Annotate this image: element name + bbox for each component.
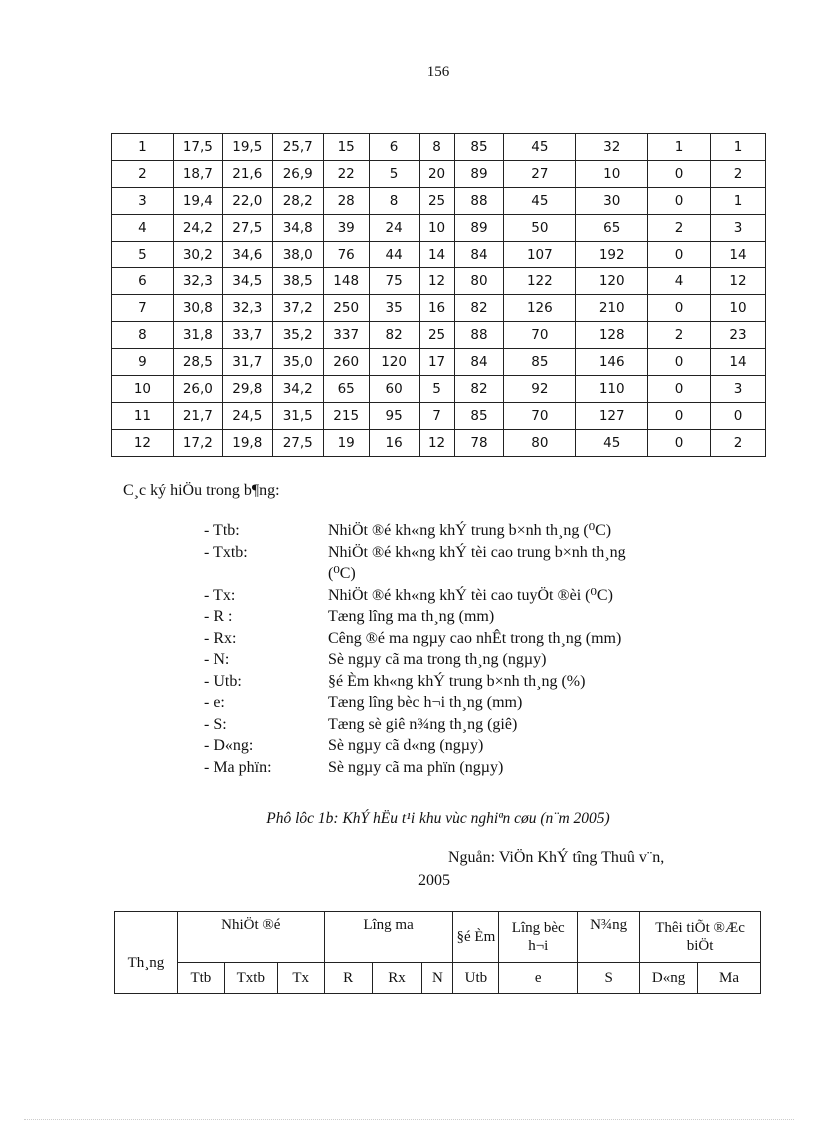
legend-desc: NhiÖt ®é kh«ng khÝ tèi cao tuyÖt ®èi (⁰C) [328,586,613,604]
table-cell: 65 [576,214,648,241]
legend-list [204,520,724,778]
table-cell: 34,2 [272,376,323,403]
table-cell: 1 [711,187,766,214]
table-cell: 27,5 [272,429,323,456]
table-cell: 215 [323,402,369,429]
table-cell: 89 [454,160,504,187]
table-cell: 9 [112,349,174,376]
table-cell: 37,2 [272,295,323,322]
appendix-caption: Phô lôc 1b: KhÝ hËu t¹i khu vùc nghiªn cøu (n¨m 2005) [266,810,610,827]
table-cell: 39 [323,214,369,241]
table-cell: 12 [419,429,454,456]
table-cell: 30,2 [173,241,222,268]
table-cell: 0 [648,376,711,403]
rainfall-header: Lîng ma [324,912,453,963]
table-cell: 25 [419,187,454,214]
table-cell: 75 [369,268,419,295]
month-header: Th¸ng [115,912,178,994]
source-line-1: Nguån: ViÖn KhÝ tîng Thuû v¨n, [448,849,665,866]
table-cell: 95 [369,402,419,429]
legend-item [204,692,724,714]
table-cell: 70 [504,322,576,349]
table-cell: 85 [454,134,504,161]
table-cell: 82 [454,295,504,322]
table-cell: 107 [504,241,576,268]
table-row [112,160,766,187]
table-cell: 24 [369,214,419,241]
table-cell: 122 [504,268,576,295]
table-cell: 10 [112,376,174,403]
table-cell: 15 [323,134,369,161]
table-cell: 0 [648,160,711,187]
dong-header: D«ng [640,963,698,994]
table-cell: 31,8 [173,322,222,349]
climate-data-table [111,133,766,457]
table-cell: 38,0 [272,241,323,268]
table-cell: 2 [648,322,711,349]
table-cell: 21,6 [222,160,272,187]
table-cell: 34,8 [272,214,323,241]
table-cell: 10 [419,214,454,241]
temperature-header: NhiÖt ®é [177,912,324,963]
table-cell: 110 [576,376,648,403]
legend-abbr: - Txtb: [204,543,248,561]
table-cell: 17 [419,349,454,376]
table-cell: 88 [454,187,504,214]
table-cell: 65 [323,376,369,403]
legend-abbr [204,563,328,585]
table-cell: 31,7 [222,349,272,376]
table-cell: 45 [504,134,576,161]
table-cell: 250 [323,295,369,322]
table-cell: 12 [112,429,174,456]
table-cell: 10 [711,295,766,322]
table-cell: 27 [504,160,576,187]
table-cell: 17,5 [173,134,222,161]
table-cell: 7 [419,402,454,429]
table-cell: 76 [323,241,369,268]
table-cell: 2 [112,160,174,187]
ttb-header: Ttb [177,963,224,994]
table-cell: 27,5 [222,214,272,241]
table-cell: 1 [711,134,766,161]
table-cell: 21,7 [173,402,222,429]
table-cell: 120 [369,349,419,376]
legend-item [204,671,724,693]
table-cell: 84 [454,241,504,268]
legend-desc: Tæng sè giê n¾ng th¸ng (giê) [328,715,518,733]
table-cell: 89 [454,214,504,241]
legend-item [204,542,724,564]
table-cell: 33,7 [222,322,272,349]
table-row [112,187,766,214]
legend-desc: Sè ngµy cã d«ng (ngµy) [328,737,484,754]
sunshine-header: N¾ng [578,912,640,963]
table-cell: 38,5 [272,268,323,295]
table-cell: 8 [419,134,454,161]
table-cell: 19,5 [222,134,272,161]
table-cell: 26,9 [272,160,323,187]
table-cell: 34,5 [222,268,272,295]
table-cell: 0 [648,349,711,376]
table-cell: 0 [711,402,766,429]
table-row [112,376,766,403]
table-cell: 25,7 [272,134,323,161]
table-cell: 30,8 [173,295,222,322]
table-cell: 28,2 [272,187,323,214]
table-cell: 84 [454,349,504,376]
legend-item [204,585,724,607]
legend-abbr: - Ma phïn: [204,758,272,776]
table-cell: 45 [576,429,648,456]
legend-desc: Tæng lîng bèc h¬i th¸ng (mm) [328,694,523,711]
r-header: R [324,963,372,994]
footer-divider [24,1119,794,1120]
table-cell: 128 [576,322,648,349]
table-cell: 6 [112,268,174,295]
table-cell: 19 [323,429,369,456]
legend-desc: Tæng lîng ma th¸ng (mm) [328,608,495,625]
legend-item [204,606,724,628]
table-row [112,214,766,241]
table-cell: 35,2 [272,322,323,349]
table-cell: 14 [711,349,766,376]
mua-header: Ma [698,963,761,994]
source-line-2: 2005 [418,872,450,889]
table-cell: 60 [369,376,419,403]
table-cell: 44 [369,241,419,268]
legend-desc: Sè ngµy cã ma phïn (ngµy) [328,758,504,776]
table-cell: 34,6 [222,241,272,268]
table-cell: 1 [648,134,711,161]
table-cell: 210 [576,295,648,322]
legend-abbr: - S: [204,715,227,733]
table-cell: 192 [576,241,648,268]
table-cell: 3 [112,187,174,214]
legend-item [204,563,724,585]
climate-header-table [114,911,761,994]
table-cell: 2 [648,214,711,241]
table-cell: 10 [576,160,648,187]
table-cell: 7 [112,295,174,322]
table-cell: 24,5 [222,402,272,429]
table-cell: 12 [419,268,454,295]
table-cell: 148 [323,268,369,295]
table-cell: 85 [454,402,504,429]
evaporation-header: Lîng bèc h¬i [499,912,578,963]
table-cell: 19,8 [222,429,272,456]
table-cell: 146 [576,349,648,376]
legend-abbr: - R : [204,608,233,625]
table-cell: 5 [369,160,419,187]
table-cell: 28 [323,187,369,214]
table-cell: 35 [369,295,419,322]
table-cell: 26,0 [173,376,222,403]
table-cell: 82 [369,322,419,349]
legend-heading: C¸c ký hiÖu trong b¶ng: [123,482,280,499]
legend-desc: Cêng ®é ma ngµy cao nhÊt trong th¸ng (mm) [328,629,622,647]
table-cell: 3 [711,214,766,241]
table-cell: 12 [711,268,766,295]
table-cell: 22,0 [222,187,272,214]
legend-desc: §é Èm kh«ng khÝ trung b×nh th¸ng (%) [328,672,586,690]
table-cell: 0 [648,187,711,214]
legend-item [204,735,724,757]
table-cell: 23 [711,322,766,349]
table-cell: 35,0 [272,349,323,376]
table-cell: 32 [576,134,648,161]
table-cell: 32,3 [222,295,272,322]
n-header: N [422,963,453,994]
table-cell: 127 [576,402,648,429]
legend-item [204,714,724,736]
table-row [112,134,766,161]
table-cell: 2 [711,429,766,456]
s-header: S [578,963,640,994]
humidity-header: §é Èm [453,912,499,963]
table-cell: 8 [112,322,174,349]
table-cell: 19,4 [173,187,222,214]
table-cell: 50 [504,214,576,241]
legend-abbr: - Utb: [204,672,242,690]
table-cell: 80 [504,429,576,456]
legend-item [204,520,724,542]
table-row [112,268,766,295]
table-cell: 8 [369,187,419,214]
table-cell: 17,2 [173,429,222,456]
legend-abbr: - D«ng: [204,737,254,754]
legend-item [204,649,724,671]
legend-abbr: - Rx: [204,629,237,647]
table-cell: 16 [419,295,454,322]
table-cell: 126 [504,295,576,322]
legend-desc: NhiÖt ®é kh«ng khÝ tèi cao trung b×nh th¸ng [328,543,626,561]
legend-abbr: - e: [204,694,225,711]
table-cell: 29,8 [222,376,272,403]
table-row [112,241,766,268]
table-cell: 31,5 [272,402,323,429]
table-cell: 0 [648,295,711,322]
e-header: e [499,963,578,994]
tx-header: Tx [277,963,324,994]
table-row [112,429,766,456]
table-cell: 32,3 [173,268,222,295]
legend-desc: NhiÖt ®é kh«ng khÝ trung b×nh th¸ng (⁰C) [328,522,612,539]
table-cell: 5 [419,376,454,403]
table-row [112,349,766,376]
table-cell: 14 [711,241,766,268]
table-cell: 11 [112,402,174,429]
table-cell: 260 [323,349,369,376]
table-cell: 0 [648,241,711,268]
legend-desc: (⁰C) [328,565,356,582]
table-cell: 5 [112,241,174,268]
table-cell: 22 [323,160,369,187]
table-cell: 18,7 [173,160,222,187]
legend-desc: Sè ngµy cã ma trong th¸ng (ngµy) [328,651,547,668]
table-cell: 3 [711,376,766,403]
table-cell: 80 [454,268,504,295]
table-row [112,295,766,322]
table-cell: 25 [419,322,454,349]
table-cell: 85 [504,349,576,376]
legend-abbr: - N: [204,651,230,668]
table-cell: 88 [454,322,504,349]
table-cell: 337 [323,322,369,349]
page-number: 156 [426,64,450,80]
table-cell: 14 [419,241,454,268]
table-cell: 0 [648,402,711,429]
weather-header: Thêi tiÕt ®Æc biÖt [640,912,761,963]
table-cell: 92 [504,376,576,403]
legend-abbr: - Tx: [204,586,236,604]
table-cell: 30 [576,187,648,214]
table-cell: 4 [648,268,711,295]
table-row [112,322,766,349]
table-row [112,402,766,429]
table-cell: 45 [504,187,576,214]
table-cell: 120 [576,268,648,295]
table-cell: 28,5 [173,349,222,376]
table-cell: 2 [711,160,766,187]
table-cell: 16 [369,429,419,456]
table-cell: 78 [454,429,504,456]
txtb-header: Txtb [224,963,277,994]
legend-abbr: - Ttb: [204,522,240,539]
table-cell: 4 [112,214,174,241]
legend-item [204,628,724,650]
table-cell: 82 [454,376,504,403]
table-cell: 20 [419,160,454,187]
table-cell: 70 [504,402,576,429]
legend-item [204,757,724,779]
table-cell: 6 [369,134,419,161]
utb-header: Utb [453,963,499,994]
table-cell: 0 [648,429,711,456]
table-cell: 1 [112,134,174,161]
rx-header: Rx [372,963,422,994]
table-cell: 24,2 [173,214,222,241]
